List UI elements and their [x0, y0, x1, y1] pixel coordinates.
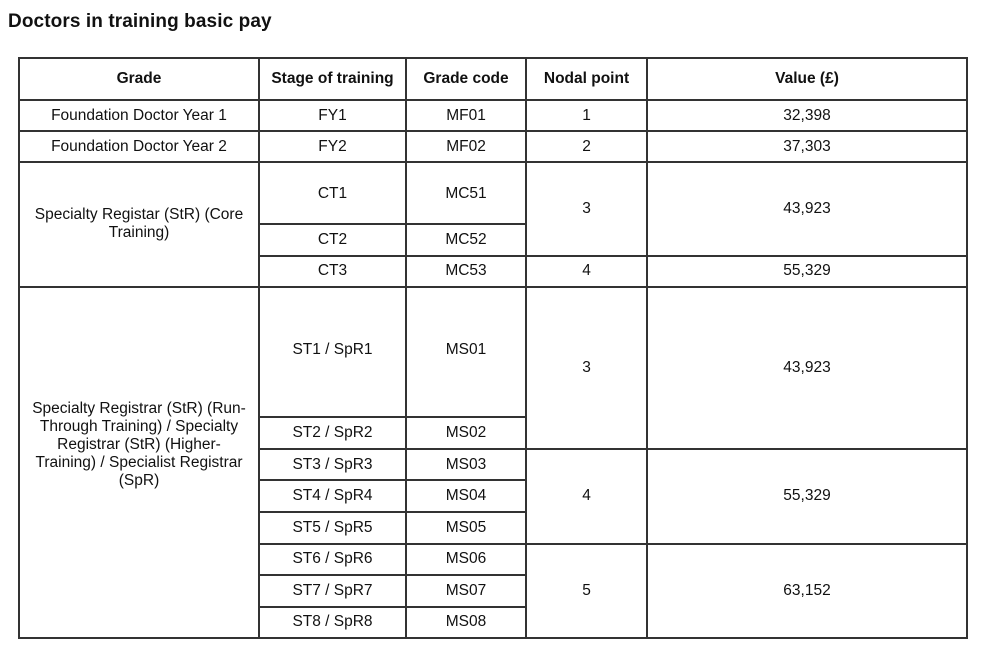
nodal-point-cell: 4 — [526, 449, 647, 543]
stage-cell: ST5 / SpR5 — [259, 512, 406, 543]
table-header-row — [19, 58, 967, 100]
stage-cell: FY2 — [259, 131, 406, 162]
value-cell: 32,398 — [647, 100, 967, 131]
stage-cell: FY1 — [259, 100, 406, 131]
nodal-point-cell: 5 — [526, 544, 647, 638]
pay-table — [18, 57, 968, 639]
stage-cell: ST3 / SpR3 — [259, 449, 406, 480]
value-cell: 55,329 — [647, 256, 967, 287]
grade-code-cell: MS07 — [406, 575, 526, 607]
stage-cell: CT3 — [259, 256, 406, 287]
value-cell: 63,152 — [647, 544, 967, 638]
value-cell: 37,303 — [647, 131, 967, 162]
stage-cell: ST4 / SpR4 — [259, 480, 406, 512]
grade-code-cell: MC51 — [406, 162, 526, 224]
grade-code-cell: MS02 — [406, 417, 526, 449]
value-cell: 43,923 — [647, 287, 967, 450]
nodal-point-cell: 2 — [526, 131, 647, 162]
grade-code-cell: MS03 — [406, 449, 526, 480]
stage-cell: CT2 — [259, 224, 406, 255]
header-grade-code: Grade code — [406, 58, 526, 100]
header-value: Value (£) — [647, 58, 967, 100]
page-title: Doctors in training basic pay — [8, 11, 272, 32]
grade-code-cell: MS06 — [406, 544, 526, 575]
stage-cell: ST1 / SpR1 — [259, 287, 406, 417]
table-row — [19, 287, 967, 417]
table-row — [19, 162, 967, 224]
stage-cell: ST2 / SpR2 — [259, 417, 406, 449]
header-grade: Grade — [19, 58, 259, 100]
stage-cell: ST6 / SpR6 — [259, 544, 406, 575]
nodal-point-cell: 3 — [526, 162, 647, 255]
grade-code-cell: MF02 — [406, 131, 526, 162]
value-cell: 55,329 — [647, 449, 967, 543]
stage-cell: ST7 / SpR7 — [259, 575, 406, 607]
table-row — [19, 100, 967, 131]
nodal-point-cell: 1 — [526, 100, 647, 131]
grade-code-cell: MS08 — [406, 607, 526, 638]
nodal-point-cell: 3 — [526, 287, 647, 450]
grade-cell-specialty: Specialty Registrar (StR) (Run-Through Training) / Specialty Registrar (StR) (Higher-Training) / Specialist Registrar (SpR) — [19, 287, 259, 638]
grade-code-cell: MC53 — [406, 256, 526, 287]
header-stage: Stage of training — [259, 58, 406, 100]
stage-cell: CT1 — [259, 162, 406, 224]
grade-code-cell: MS04 — [406, 480, 526, 512]
value-cell: 43,923 — [647, 162, 967, 255]
grade-code-cell: MS05 — [406, 512, 526, 543]
header-nodal-point: Nodal point — [526, 58, 647, 100]
grade-cell: Foundation Doctor Year 2 — [19, 131, 259, 162]
nodal-point-cell: 4 — [526, 256, 647, 287]
grade-code-cell: MS01 — [406, 287, 526, 417]
grade-cell: Foundation Doctor Year 1 — [19, 100, 259, 131]
table-row — [19, 131, 967, 162]
grade-code-cell: MC52 — [406, 224, 526, 255]
stage-cell: ST8 / SpR8 — [259, 607, 406, 638]
grade-cell-core: Specialty Registar (StR) (Core Training) — [19, 162, 259, 286]
grade-code-cell: MF01 — [406, 100, 526, 131]
